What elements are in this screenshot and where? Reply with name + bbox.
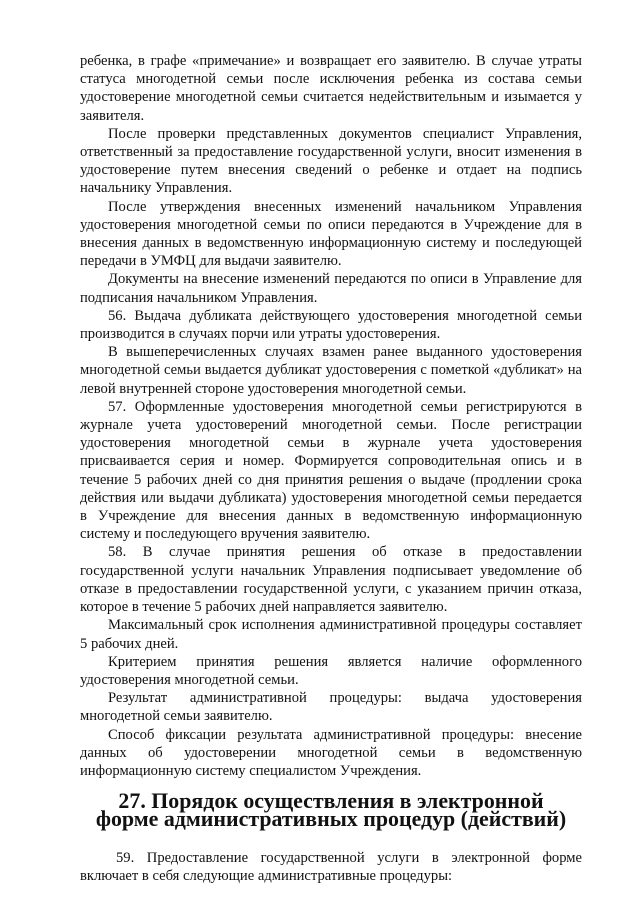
paragraph-check-documents: После проверки представленных документов специалист Управления, ответственный за предоставление государственной услуги, вносит изменения в удостоверение путем внесения сведений о ребенке и отдает на подпись начальнику Управления.: [80, 125, 582, 197]
paragraph-approval: После утверждения внесенных изменений начальником Управления удостоверения многодетной семьи по описи передаются в Учреждение для в внесения данных в ведомственную информационную систему и последующей передачи в УМФЦ для выдачи заявителю.: [80, 198, 582, 270]
document-page: [80, 52, 582, 885]
paragraph-result: Результат административной процедуры: выдача удостоверения многодетной семьи заявителю.: [80, 690, 582, 725]
paragraph-fixation: Способ фиксации результата административной процедуры: внесение данных об удостоверении многодетной семьи в ведомственную информационную систему специалистом Учреждения.: [80, 726, 582, 779]
paragraph-58: 58. В случае принятия решения об отказе в предоставлении государственной услуги начальник Управления подписывает уведомление об отказе в предоставлении государственной услуги, с указанием причин отказа, которое в течение 5 рабочих дней направляется заявителю.: [80, 544, 582, 616]
paragraph-duplicate: В вышеперечисленных случаях взамен ранее выданного удостоверения многодетной семьи выдается дубликат удостоверения с пометкой «дубликат» на левой внутренней стороне удостоверения многодетной семьи.: [80, 344, 582, 397]
paragraph-criterion: Критерием принятия решения является наличие оформленного удостоверения многодетной семьи.: [80, 653, 582, 688]
paragraph-max-term: Максимальный срок исполнения административной процедуры составляет 5 рабочих дней.: [80, 617, 582, 652]
paragraph-59: 59. Предоставление государственной услуги в электронной форме включает в себя следующие административные процедуры:: [80, 849, 582, 884]
paragraph-56: 56. Выдача дубликата действующего удостоверения многодетной семьи производится в случаях порчи или утраты удостоверения.: [80, 307, 582, 343]
paragraph-documents-transfer: Документы на внесение изменений передаются по описи в Управление для подписания начальником Управления.: [80, 271, 582, 306]
paragraph-continuation: ребенка, в графе «примечание» и возвращает его заявителю. В случае утраты статуса многодетной семьи после исключения ребенка из состава семьи удостоверение многодетной семьи считается недействительным и изымается у заявителя.: [80, 53, 582, 124]
section-heading: 27. Порядок осуществления в электронной форме административных процедур (действий): [95, 788, 567, 832]
paragraph-57: 57. Оформленные удостоверения многодетной семьи регистрируются в журнале учета удостоверений многодетной семьи. После регистрации удостоверения многодетной семьи в журнале учета удостоверения присваивается серия и номер. Формируется сопроводительная опись и в течение 5 рабочих дней со дня принятия решения о выдаче (продлении срока действия или выдачи дубликата) удостоверения многодетной семьи передается в Учреждение для внесения данных в ведомственную информационную систему и последующего вручения заявителю.: [80, 398, 582, 543]
